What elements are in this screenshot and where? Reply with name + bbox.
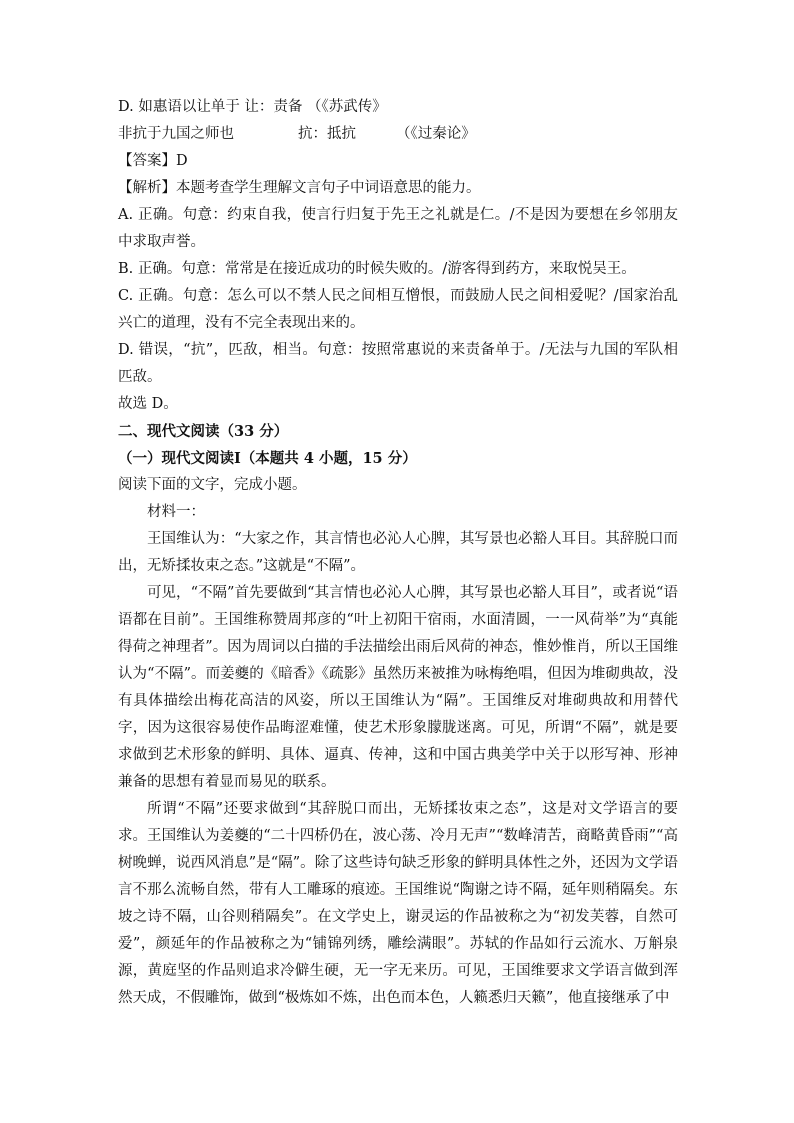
reading-instruction: 阅读下面的文字，完成小题。 [118,477,307,493]
option-d-line-1: D. 如惠语以让单于 让：责备 （《苏武传》 [118,99,387,115]
analysis-d: D. 错误，“抗”，匹敌，相当。句意：按照常惠说的来责备单于。/无法与九国的军队相匹敌。 [118,342,678,385]
analysis-b: B. 正确。句意：常常是在接近成功的时候失败的。/游客得到药方，来取悦吴王。 [118,261,636,277]
option-d-source: （《过秦论》 [396,126,476,142]
paragraph-2: 可见，“不隔”首先要做到“其言情也必沁人心脾，其写景也必豁人耳目”，或者说“语语都在目前”。王国维称赞周邦彦的“叶上初阳干宿雨，水面清圆，一一风荷举”为“真能得荷之神理者”。因为周词以白描的手法描绘出雨后风荷的神态，惟妙惟肖，所以王国维认为“不隔”。而姜夔的《暗香》《疏影》虽然历来被推为咏梅绝唱，但因为堆砌典故，没有具体描绘出梅花高洁的风姿，所以王国维认为“隔”。王国维反对堆砌典故和用替代字，因为这很容易使作品晦涩难懂，使艺术形象朦胧迷离。可见，所谓“不隔”，就是要求做到艺术形象的鲜明、具体、逼真、传神，这和中国古典美学中关于以形写神、形神兼备的思想有着显而易见的联系。 [118,585,678,790]
analysis-a: A. 正确。句意：约束自我，使言行归复于先王之礼就是仁。/不是因为要想在乡邻朋友中求取声誉。 [118,207,678,250]
option-d-sentence: 非抗于九国之师也 [118,126,234,142]
paragraph-1: 王国维认为：“大家之作，其言情也必沁人心脾，其写景也必豁人耳目。其辞脱口而出，无矫揉妆束之态。”这就是“不隔”。 [118,531,678,574]
analysis-intro: 【解析】本题考查学生理解文言句子中词语意思的能力。 [118,180,481,196]
material-label: 材料一： [147,504,205,520]
answer-line: 【答案】D [118,153,188,169]
analysis-c: C. 正确。句意：怎么可以不禁人民之间相互憎恨，而鼓励人民之间相爱呢？/国家治乱兴亡的道理，没有不完全表现出来的。 [118,288,678,331]
option-d-line-2 [118,121,678,148]
analysis-conclusion: 故选 D。 [118,396,178,412]
paragraph-3: 所谓“不隔”还要求做到“其辞脱口而出，无矫揉妆束之态”，这是对文学语言的要求。王国维认为姜夔的“二十四桥仍在，波心荡、冷月无声”“数峰清苦，商略黄昏雨”“高树晚蝉，说西风消息”是“隔”。除了这些诗句缺乏形象的鲜明具体性之外，还因为文学语言不那么流畅自然，带有人工雕琢的痕迹。王国维说“陶谢之诗不隔，延年则稍隔矣。东坡之诗不隔，山谷则稍隔矣”。在文学史上，谢灵运的作品被称之为“初发芙蓉，自然可爱”，颜延年的作品被称之为“铺锦列绣，雕绘满眼”。苏轼的作品如行云流水、万斛泉源，黄庭坚的作品则追求冷僻生硬，无一字无来历。可见，王国维要求文学语言做到浑然天成，不假雕饰，做到“极炼如不炼，出色而本色，人籁悉归天籁”，他直接继承了中 [118,801,678,1006]
section-title: 二、现代文阅读（33 分） [118,423,289,440]
section-subtitle: （一）现代文阅读Ⅰ（本题共 4 小题，15 分） [118,450,417,467]
option-d-gloss: 抗：抵抗 [298,126,356,142]
document-body [118,94,678,1012]
